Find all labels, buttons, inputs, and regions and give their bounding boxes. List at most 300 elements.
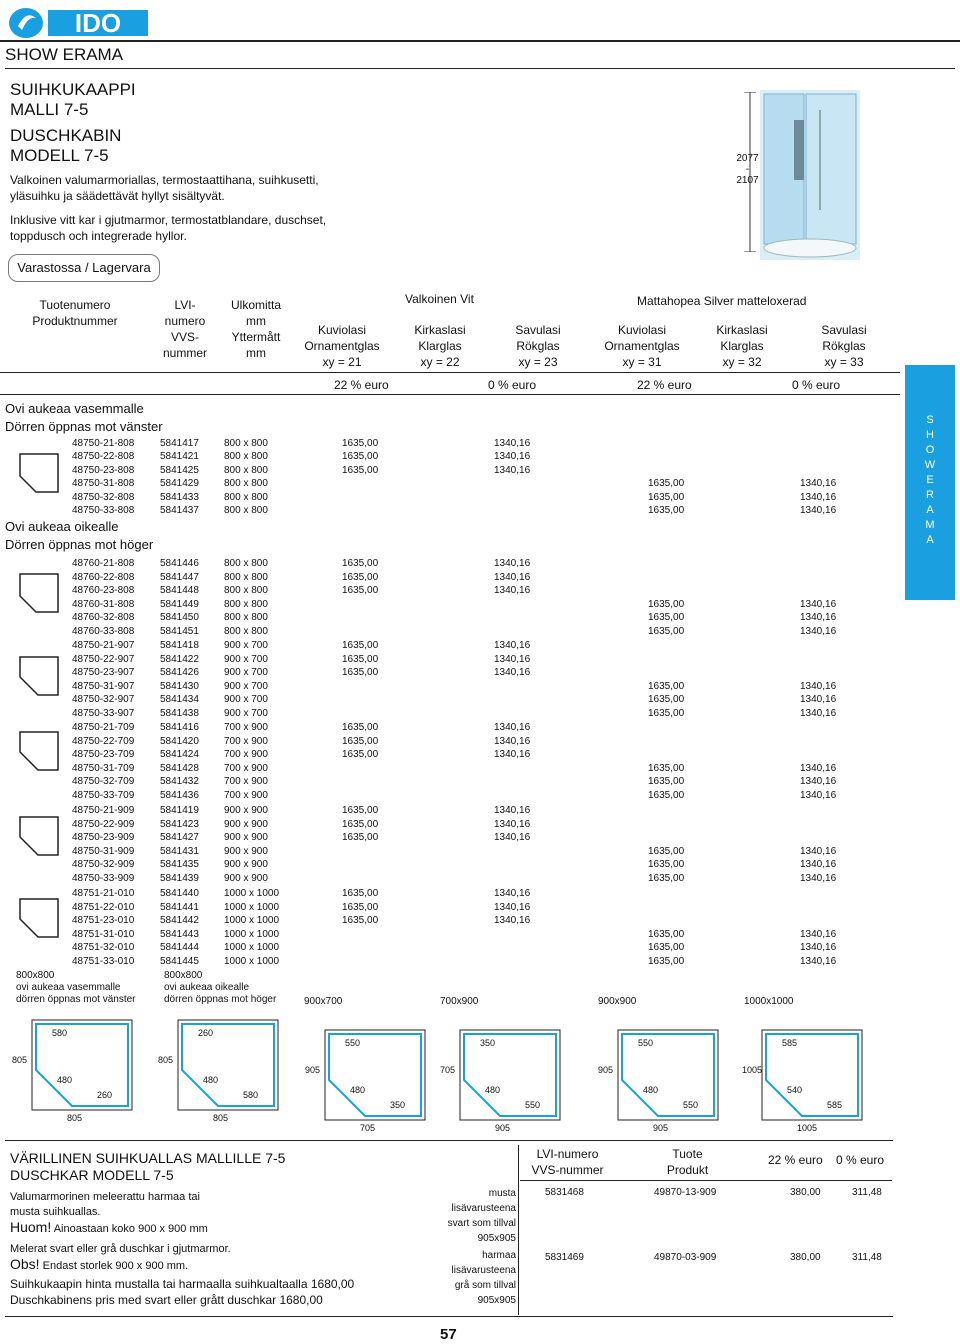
glass-32-sv: Klarglas	[720, 339, 764, 353]
table-row	[0, 666, 960, 679]
price-matte-0: 1340,16	[800, 776, 837, 788]
dimension-label: 580	[243, 1090, 259, 1100]
tray-item2-d3: grå som tillval	[454, 1280, 516, 1291]
price-matte-22: 1635,00	[648, 694, 685, 706]
side-tab-letter: A	[926, 534, 934, 546]
lvi-number: 5841445	[160, 956, 199, 967]
dimension-label: 350	[390, 1100, 406, 1110]
floor-plan-d2	[158, 1010, 298, 1130]
table-row	[0, 625, 960, 638]
dimension: 1000 x 1000	[224, 888, 280, 899]
hdr-col2-1: LVI-	[174, 298, 196, 312]
lvi-number: 5841416	[160, 722, 199, 733]
dimension: 1000 x 1000	[224, 915, 280, 927]
glass-col-32	[692, 322, 792, 370]
product-code: 48750-22-808	[72, 451, 135, 463]
hdr-col3-4: mm	[246, 346, 266, 360]
product-code: 48751-21-010	[72, 888, 135, 899]
dimension-label: 905	[598, 1065, 614, 1075]
floor-plan-drawing	[305, 1020, 445, 1140]
dimension: 800 x 800	[224, 585, 268, 597]
price-white-22: 1635,00	[342, 749, 379, 761]
tray-price-sv: Duschkabinens pris med svart eller grått duschkar 1680,00	[10, 1293, 323, 1307]
tray-hdr-0: 0 % euro	[836, 1153, 885, 1167]
price-matte-22: 1635,00	[648, 491, 685, 503]
tray-item1-d1: musta	[488, 1188, 516, 1199]
product-code: 48750-31-909	[72, 845, 135, 857]
height-dash: -	[745, 164, 750, 175]
dimension: 900 x 900	[224, 845, 268, 857]
product-code: 48750-32-909	[72, 859, 135, 871]
floor-plan-drawing	[158, 1010, 298, 1130]
tray-hdr-lvi-2: VVS-nummer	[531, 1163, 604, 1177]
tray-item2-desc	[430, 1248, 516, 1308]
dimension-label: 805	[67, 1113, 83, 1123]
glass-21-fi: Kuviolasi	[317, 323, 367, 337]
glass-col-22	[390, 322, 490, 370]
lvi-number: 5841430	[160, 680, 199, 692]
dimension: 800 x 800	[224, 491, 268, 503]
table-row	[0, 680, 960, 693]
lvi-number: 5841439	[160, 873, 199, 884]
price-white-0: 1340,16	[494, 464, 531, 476]
dimension: 800 x 800	[224, 505, 268, 516]
tray-divider	[518, 1145, 519, 1315]
dimension: 900 x 900	[224, 859, 268, 871]
lvi-number: 5841429	[160, 478, 199, 490]
table-row	[0, 762, 960, 775]
product-code: 48750-22-909	[72, 818, 135, 830]
table-row	[0, 504, 960, 517]
price-matte-0: 1340,16	[800, 942, 837, 954]
lvi-number: 5841450	[160, 612, 199, 624]
tray-item1-desc	[430, 1186, 516, 1246]
dimension: 700 x 900	[224, 749, 268, 761]
product-code: 48760-21-808	[72, 558, 135, 569]
product-code: 48750-33-909	[72, 873, 135, 884]
product-code: 48750-32-808	[72, 491, 135, 503]
price-hdr-0-white: 0 % euro	[488, 378, 537, 392]
price-white-0: 1340,16	[494, 451, 531, 463]
diagram-1-caption	[16, 970, 146, 1006]
glass-33-sv: Rökglas	[822, 339, 866, 353]
lvi-number: 5841440	[160, 888, 199, 899]
dimension: 900 x 900	[224, 805, 268, 816]
logo-text: IDO	[74, 8, 122, 38]
lvi-number: 5841434	[160, 694, 199, 706]
price-white-0: 1340,16	[494, 558, 531, 569]
dimension-label: 805	[213, 1113, 229, 1123]
dimension-label: 480	[57, 1075, 73, 1085]
price-white-0: 1340,16	[494, 749, 531, 761]
desc-sv	[10, 212, 326, 244]
tray-item1-d3: svart som tillval	[447, 1218, 516, 1229]
dimension: 800 x 800	[224, 598, 268, 610]
left-door-sv: Dörren öppnas mot vänster	[5, 419, 163, 434]
floor-outline	[32, 1020, 132, 1110]
table-row	[0, 887, 960, 900]
price-matte-0: 1340,16	[800, 598, 837, 610]
section-rule	[5, 68, 955, 69]
table-row	[0, 914, 960, 927]
dimension: 700 x 900	[224, 776, 268, 788]
price-matte-0: 1340,16	[800, 859, 837, 871]
title-fi-1: SUIHKUKAAPPI	[10, 80, 136, 99]
lvi-number: 5841451	[160, 626, 199, 637]
price-white-22: 1635,00	[342, 888, 379, 899]
dimension-label: 260	[198, 1028, 214, 1038]
price-matte-0: 1340,16	[800, 708, 837, 719]
price-white-22: 1635,00	[342, 451, 379, 463]
dimension-label: 705	[440, 1065, 456, 1075]
tray-item1-p22: 380,00	[790, 1187, 821, 1198]
d6-size: 1000x1000	[744, 996, 794, 1007]
header-rule	[0, 40, 960, 42]
price-white-22: 1635,00	[342, 653, 379, 665]
product-code: 48760-23-808	[72, 585, 135, 597]
floor-plan-d6	[742, 1020, 882, 1140]
lvi-number: 5841418	[160, 640, 199, 651]
lvi-number: 5841420	[160, 735, 199, 747]
glass-23-code: xy = 23	[518, 355, 558, 369]
product-code: 48750-33-709	[72, 790, 135, 801]
tray-fi-2: musta suihkuallas.	[10, 1206, 101, 1218]
dimension: 800 x 800	[224, 451, 268, 463]
table-row	[0, 735, 960, 748]
d1-sv: dörren öppnas mot vänster	[16, 994, 136, 1005]
price-white-22: 1635,00	[342, 805, 379, 816]
price-white-22: 1635,00	[342, 818, 379, 830]
price-white-22: 1635,00	[342, 722, 379, 733]
table-row	[0, 693, 960, 706]
table-row	[0, 789, 960, 802]
floor-plan-d3	[305, 1020, 445, 1140]
dimension-label: 550	[638, 1038, 654, 1048]
price-matte-22: 1635,00	[648, 790, 685, 801]
dimension: 1000 x 1000	[224, 956, 280, 967]
lvi-number: 5841422	[160, 653, 199, 665]
group-white-label: Valkoinen Vit	[405, 292, 474, 306]
dimension-label: 585	[782, 1038, 798, 1048]
dimension-label: 905	[305, 1065, 321, 1075]
price-white-22: 1635,00	[342, 832, 379, 844]
product-code: 48751-22-010	[72, 901, 135, 913]
product-code: 48750-31-808	[72, 478, 135, 490]
dimension-label: 480	[350, 1085, 366, 1095]
lvi-number: 5841433	[160, 491, 199, 503]
lvi-number: 5841431	[160, 845, 199, 857]
lvi-number: 5841449	[160, 598, 199, 610]
group-matte-label: Mattahopea Silver matteloxerad	[637, 294, 807, 308]
tray-hdr-lvi	[520, 1146, 615, 1178]
price-white-0: 1340,16	[494, 653, 531, 665]
glass-32-code: xy = 32	[722, 355, 762, 369]
hdr-col3-2: mm	[246, 314, 266, 328]
price-white-0: 1340,16	[494, 832, 531, 844]
lvi-number: 5841428	[160, 762, 199, 774]
height-max: 2107	[736, 175, 759, 186]
side-tab-letter: E	[926, 474, 934, 486]
price-matte-0: 1340,16	[800, 790, 837, 801]
price-white-0: 1340,16	[494, 888, 531, 899]
lvi-number: 5841444	[160, 942, 199, 954]
dimension-label: 805	[12, 1055, 28, 1065]
dimension: 800 x 800	[224, 571, 268, 583]
product-code: 48750-23-907	[72, 667, 135, 679]
glass-33-fi: Savulasi	[821, 323, 867, 337]
price-white-0: 1340,16	[494, 805, 531, 816]
dimension-label: 805	[158, 1055, 174, 1065]
product-code: 48751-32-010	[72, 942, 135, 954]
product-code: 48750-23-709	[72, 749, 135, 761]
tray-title-fi: VÄRILLINEN SUIHKUALLAS MALLILLE 7-5	[10, 1150, 286, 1166]
product-code: 48750-21-709	[72, 722, 135, 733]
hdr-lvi	[150, 297, 220, 361]
table-row	[0, 571, 960, 584]
dimension: 900 x 900	[224, 832, 268, 844]
product-code: 48750-21-907	[72, 640, 135, 651]
lvi-number: 5841447	[160, 571, 199, 583]
tray-fi-1: Valumarmorinen meleerattu harmaa tai	[10, 1191, 200, 1203]
lvi-number: 5841443	[160, 928, 199, 940]
right-door-label	[5, 518, 153, 554]
floor-plan-drawing	[598, 1020, 738, 1140]
table-row	[0, 598, 960, 611]
price-white-0: 1340,16	[494, 438, 531, 449]
left-door-fi: Ovi aukeaa vasemmalle	[5, 401, 144, 416]
table-row	[0, 858, 960, 871]
glass-col-23	[488, 322, 588, 370]
dimension: 900 x 700	[224, 680, 268, 692]
glass-31-code: xy = 31	[622, 355, 662, 369]
table-row	[0, 818, 960, 831]
glass-32-fi: Kirkaslasi	[716, 323, 768, 337]
tray-desc-fi	[10, 1190, 208, 1237]
dimension: 900 x 700	[224, 667, 268, 679]
side-tab-letter: R	[926, 489, 934, 501]
floor-outline	[178, 1020, 278, 1110]
hdr-col2-2: numero	[164, 314, 206, 328]
stock-badge: Varastossa / Lagervara	[8, 254, 160, 282]
product-code: 48750-33-808	[72, 505, 135, 516]
tray-item2-lvi: 5831469	[545, 1252, 584, 1263]
floor-plan-d4	[440, 1020, 580, 1140]
price-matte-22: 1635,00	[648, 762, 685, 774]
dimension-label: 550	[683, 1100, 699, 1110]
d1-fi: ovi aukeaa vasemmalle	[16, 982, 121, 993]
price-white-0: 1340,16	[494, 735, 531, 747]
dimension: 900 x 900	[224, 818, 268, 830]
price-hdr-0-matte: 0 % euro	[792, 378, 841, 392]
dimension: 1000 x 1000	[224, 942, 280, 954]
left-door-label	[5, 400, 163, 436]
price-matte-0: 1340,16	[800, 928, 837, 940]
lvi-number: 5841426	[160, 667, 199, 679]
desc-fi-2: yläsuihku ja säädettävät hyllyt sisältyvät.	[10, 189, 225, 203]
hdr-col1-sv: Produktnummer	[32, 314, 118, 328]
price-white-22: 1635,00	[342, 558, 379, 569]
tray-item1-p0: 311,48	[852, 1187, 882, 1198]
product-code: 48750-22-907	[72, 653, 135, 665]
table-row	[0, 775, 960, 788]
dimension: 800 x 800	[224, 612, 268, 624]
dimension: 700 x 900	[224, 762, 268, 774]
dimension: 800 x 800	[224, 438, 268, 449]
table-row	[0, 611, 960, 624]
dimension: 900 x 900	[224, 873, 268, 884]
dimension: 800 x 800	[224, 464, 268, 476]
tray-hdr-22: 22 % euro	[768, 1153, 823, 1167]
tray-hdr-product	[640, 1146, 735, 1178]
glass-col-33	[794, 322, 894, 370]
tray-item1-d4: 905x905	[477, 1233, 516, 1244]
side-tab-letter: S	[926, 414, 934, 426]
title-sv-1: DUSCHKABIN	[10, 126, 122, 145]
price-matte-0: 1340,16	[800, 956, 837, 967]
tray-hdr-prod-1: Tuote	[672, 1147, 703, 1161]
d2-sv: dörren öppnas mot höger	[164, 994, 277, 1005]
price-matte-22: 1635,00	[648, 873, 685, 884]
glass-21-code: xy = 21	[322, 355, 362, 369]
price-white-0: 1340,16	[494, 667, 531, 679]
d4-size: 700x900	[440, 996, 479, 1007]
product-code: 48751-33-010	[72, 956, 135, 967]
product-code: 48760-32-808	[72, 612, 135, 624]
glass-22-code: xy = 22	[420, 355, 460, 369]
price-white-22: 1635,00	[342, 571, 379, 583]
table-row	[0, 464, 960, 477]
right-door-fi: Ovi aukeaa oikealle	[5, 519, 119, 534]
side-tab-letter: M	[925, 519, 935, 531]
product-code: 48750-22-709	[72, 735, 135, 747]
table-row	[0, 941, 960, 954]
price-matte-0: 1340,16	[800, 680, 837, 692]
price-matte-22: 1635,00	[648, 708, 685, 719]
table-row	[0, 557, 960, 570]
tray-titles	[10, 1150, 285, 1184]
lvi-number: 5841432	[160, 776, 199, 788]
hdr-col2-4: nummer	[162, 346, 207, 360]
side-tab-letter: H	[926, 429, 934, 441]
floor-outline	[460, 1030, 560, 1120]
tray-price-fi: Suihkukaapin hinta mustalla tai harmaalla suihkualtaalla 1680,00	[10, 1277, 355, 1291]
lvi-number: 5841419	[160, 805, 199, 816]
dimension: 900 x 700	[224, 653, 268, 665]
lvi-number: 5841446	[160, 558, 199, 569]
product-code: 48750-21-808	[72, 438, 135, 449]
tray-item2-d4: 905x905	[477, 1295, 516, 1306]
price-matte-22: 1635,00	[648, 680, 685, 692]
product-code: 48750-21-909	[72, 805, 135, 816]
lvi-number: 5841417	[160, 438, 199, 449]
tray-item2-code: 49870-03-909	[654, 1252, 717, 1263]
product-code: 48750-23-808	[72, 464, 135, 476]
tray-item2-p22: 380,00	[790, 1252, 821, 1263]
tray-desc-sv	[10, 1242, 231, 1274]
price-white-0: 1340,16	[494, 640, 531, 651]
price-matte-22: 1635,00	[648, 626, 685, 637]
glass-23-fi: Savulasi	[515, 323, 561, 337]
dimension-label: 705	[360, 1123, 376, 1133]
table-row	[0, 928, 960, 941]
dimension-label: 1005	[742, 1065, 763, 1075]
dimension: 800 x 800	[224, 478, 268, 490]
glass-22-fi: Kirkaslasi	[414, 323, 466, 337]
price-hdr-22-matte: 22 % euro	[637, 378, 692, 392]
hdr-dimension	[218, 297, 294, 361]
price-matte-22: 1635,00	[648, 928, 685, 940]
price-white-0: 1340,16	[494, 818, 531, 830]
tray-hdr-lvi-1: LVI-numero	[536, 1147, 599, 1161]
side-tab-letter: A	[926, 504, 934, 516]
dimension: 700 x 900	[224, 722, 268, 733]
d3-size: 900x700	[304, 996, 343, 1007]
price-matte-0: 1340,16	[800, 694, 837, 706]
dimension-label: 905	[495, 1123, 511, 1133]
lvi-number: 5841438	[160, 708, 199, 719]
side-tab-letter: O	[925, 444, 935, 456]
glass-col-21	[292, 322, 392, 370]
product-code: 48750-31-907	[72, 680, 135, 692]
price-white-22: 1635,00	[342, 585, 379, 597]
dimension: 900 x 700	[224, 640, 268, 651]
table-row	[0, 901, 960, 914]
price-matte-0: 1340,16	[800, 845, 837, 857]
price-matte-22: 1635,00	[648, 612, 685, 624]
table-row	[0, 707, 960, 720]
floor-plan-drawing	[742, 1020, 882, 1140]
dimension-label: 480	[643, 1085, 659, 1095]
product-code: 48751-31-010	[72, 928, 135, 940]
dimension-label: 480	[485, 1085, 501, 1095]
table-row	[0, 584, 960, 597]
glass-23-sv: Rökglas	[516, 339, 560, 353]
floor-outline	[325, 1030, 425, 1120]
price-white-22: 1635,00	[342, 915, 379, 927]
dimension: 900 x 700	[224, 694, 268, 706]
dimension: 800 x 800	[224, 626, 268, 637]
dimension-label: 260	[97, 1090, 113, 1100]
dimension-label: 1005	[797, 1123, 818, 1133]
price-hdr-22-white: 22 % euro	[334, 378, 389, 392]
desc-sv-2: toppdusch och integrerade hyllor.	[10, 229, 187, 243]
tray-item2-p0: 311,48	[852, 1252, 882, 1263]
d2-size: 800x800	[164, 970, 203, 981]
table-row	[0, 721, 960, 734]
desc-sv-1: Inklusive vitt kar i gjutmarmor, termostatblandare, duschset,	[10, 213, 327, 227]
header-divider	[0, 372, 900, 373]
glass-col-31	[592, 322, 692, 370]
table-row	[0, 653, 960, 666]
table-row	[0, 437, 960, 450]
dimension-label: 540	[787, 1085, 803, 1095]
tray-title-sv: DUSCHKAR MODELL 7-5	[10, 1167, 174, 1183]
tray-obs: Obs!	[10, 1256, 40, 1272]
lvi-number: 5841425	[160, 464, 199, 476]
table-row	[0, 872, 960, 885]
price-matte-22: 1635,00	[648, 776, 685, 788]
page-number: 57	[440, 1326, 457, 1343]
price-white-22: 1635,00	[342, 667, 379, 679]
product-code: 48760-33-808	[72, 626, 135, 637]
price-matte-0: 1340,16	[800, 762, 837, 774]
tray-hdr-divider	[520, 1180, 892, 1181]
d1-size: 800x800	[16, 970, 55, 981]
dimension: 800 x 800	[224, 558, 268, 569]
table-row	[0, 639, 960, 652]
lvi-number: 5841435	[160, 859, 199, 871]
floor-plan-d5	[598, 1020, 738, 1140]
